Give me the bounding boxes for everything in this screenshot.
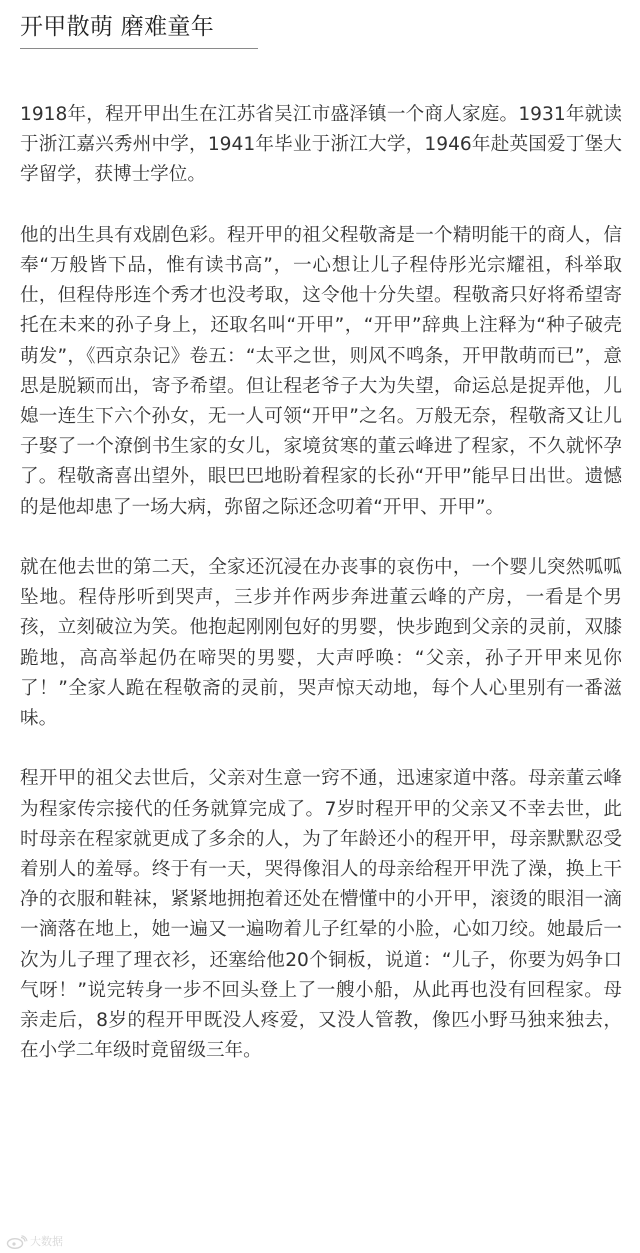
weibo-logo-icon xyxy=(6,1234,28,1248)
article-body xyxy=(20,100,622,1097)
watermark-text: 大数据 xyxy=(30,1235,63,1248)
title-underline xyxy=(20,48,258,49)
paragraph-4: 程开甲的祖父去世后，父亲对生意一窍不通，迅速家道中落。母亲董云峰为程家传宗接代的任务就算完成了。7岁时程开甲的父亲又不幸去世，此时母亲在程家就更成了多余的人，为了年龄还小的程开甲，母亲默默忍受着别人的羞辱。终于有一天，哭得像泪人的母亲给程开甲洗了澡，换上干净的衣服和鞋袜，紧紧地拥抱着还处在懵懂中的小开甲，滚烫的眼泪一滴一滴落在地上，她一遍又一遍吻着儿子红晕的小脸，心如刀绞。她最后一次为儿子理了理衣衫，还塞给他20个铜板，说道：“儿子，你要为妈争口气呀！”说完转身一步不回头登上了一艘小船，从此再也没有回程家。母亲走后，8岁的程开甲既没人疼爱，又没人管教，像匹小野马独来独去，在小学二年级时竟留级三年。 xyxy=(20,768,622,1062)
paragraph-2: 他的出生具有戏剧色彩。程开甲的祖父程敬斋是一个精明能干的商人，信奉“万般皆下品，惟有读书高”，一心想让儿子程侍彤光宗耀祖，科举取仕，但程侍彤连个秀才也没考取，这令他十分失望。程敬斋只好将希望寄托在未来的孙子身上，还取名叫“开甲”，“开甲”辞典上注释为“种子破壳萌发”，《西京杂记》卷五：“太平之世，则风不鸣条，开甲散萌而已”，意思是脱颖而出，寄予希望。但让程老爷子大为失望，命运总是捉弄他，儿媳一连生下六个孙女，无一人可领“开甲”之名。万般无奈，程敬斋又让儿子娶了一个潦倒书生家的女儿，家境贫寒的董云峰进了程家，不久就怀孕了。程敬斋喜出望外，眼巴巴地盼着程家的长孙“开甲”能早日出世。遗憾的是他却患了一场大病，弥留之际还念叨着“开甲、开甲”。 xyxy=(20,224,622,518)
watermark xyxy=(6,1233,63,1249)
paragraph-1: 1918年，程开甲出生在江苏省吴江市盛泽镇一个商人家庭。1931年就读于浙江嘉兴秀州中学，1941年毕业于浙江大学，1946年赴英国爱丁堡大学留学，获博士学位。 xyxy=(20,104,622,186)
article-title: 开甲散萌 磨难童年 xyxy=(20,14,215,40)
paragraph-3: 就在他去世的第二天，全家还沉浸在办丧事的哀伤中，一个婴儿突然呱呱坠地。程侍彤听到哭声，三步并作两步奔进董云峰的产房，一看是个男孩，立刻破泣为笑。他抱起刚刚包好的男婴，快步跑到父亲的灵前，双膝跪地，高高举起仍在啼哭的男婴，大声呼唤：“父亲，孙子开甲来见你了！”全家人跪在程敬斋的灵前，哭声惊天动地，每个人心里别有一番滋味。 xyxy=(20,557,622,730)
article-header xyxy=(20,10,258,49)
